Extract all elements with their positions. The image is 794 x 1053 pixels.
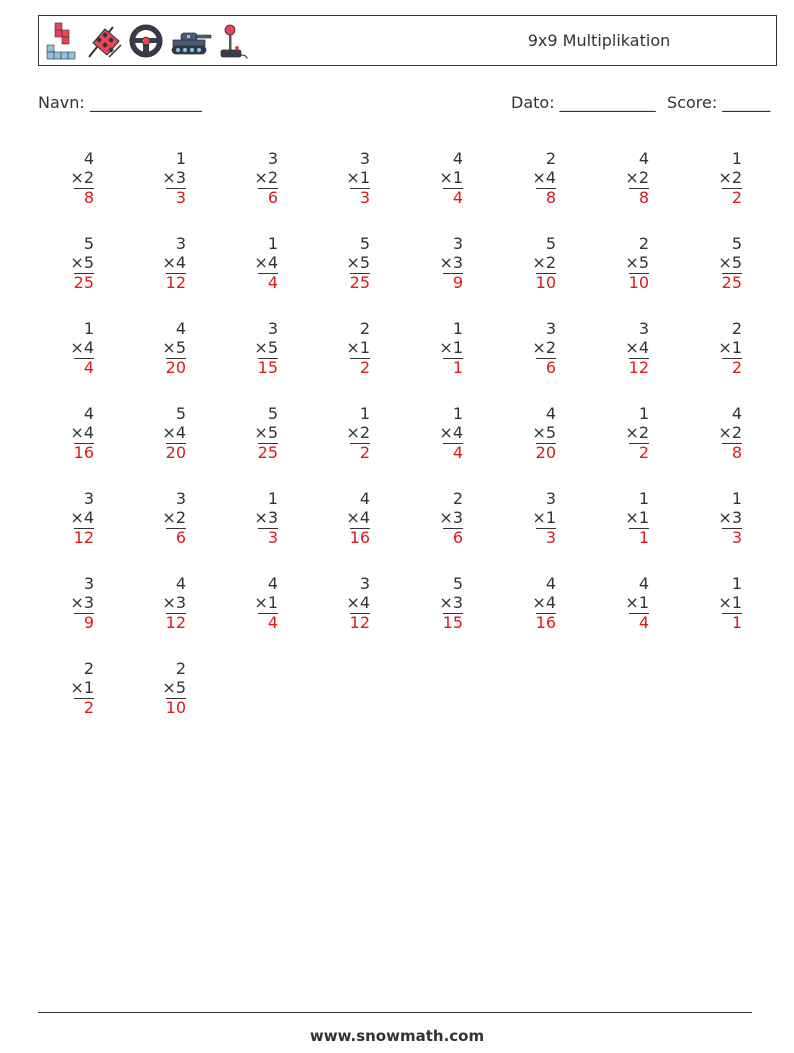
problem-answer: 6 xyxy=(452,528,463,547)
problem-25 xyxy=(34,404,94,464)
date-field-label: Dato: ____________ xyxy=(511,93,656,112)
problem-multiplier: ×2 xyxy=(532,338,556,357)
problem-top-number: 3 xyxy=(83,489,94,508)
problem-19 xyxy=(218,319,278,379)
problem-top-number: 4 xyxy=(638,149,649,168)
problem-45 xyxy=(403,574,463,634)
problem-27 xyxy=(218,404,278,464)
score-field-label: Score: ______ xyxy=(667,93,771,112)
problem-multiplier: ×4 xyxy=(162,423,186,442)
problem-multiplier: ×5 xyxy=(162,678,186,697)
problem-multiplier: ×3 xyxy=(70,593,94,612)
problem-multiplier: ×1 xyxy=(439,168,463,187)
problem-21 xyxy=(403,319,463,379)
problem-multiplier: ×4 xyxy=(162,253,186,272)
problem-top-number: 5 xyxy=(545,234,556,253)
header-icons xyxy=(45,21,251,61)
problem-top-number: 3 xyxy=(267,149,278,168)
problem-40 xyxy=(682,489,742,549)
problem-44 xyxy=(310,574,370,634)
problem-answer: 4 xyxy=(83,358,94,377)
problem-multiplier: ×4 xyxy=(70,338,94,357)
problem-top-number: 4 xyxy=(175,574,186,593)
problem-28 xyxy=(310,404,370,464)
problem-multiplier: ×2 xyxy=(162,508,186,527)
problem-top-number: 4 xyxy=(267,574,278,593)
problem-multiplier: ×1 xyxy=(70,678,94,697)
problem-top-number: 1 xyxy=(267,234,278,253)
problem-6 xyxy=(496,149,556,209)
problem-multiplier: ×2 xyxy=(718,168,742,187)
problem-top-number: 3 xyxy=(359,574,370,593)
problem-multiplier: ×3 xyxy=(254,508,278,527)
problem-answer: 1 xyxy=(452,358,463,377)
problem-top-number: 3 xyxy=(267,319,278,338)
problem-answer: 25 xyxy=(721,273,742,292)
problem-answer: 12 xyxy=(628,358,649,377)
problem-multiplier: ×2 xyxy=(625,423,649,442)
worksheet-header xyxy=(38,15,777,66)
problem-top-number: 3 xyxy=(359,149,370,168)
problem-top-number: 4 xyxy=(452,149,463,168)
problem-14 xyxy=(496,234,556,294)
problem-answer: 12 xyxy=(165,273,186,292)
problem-answer: 20 xyxy=(165,443,186,462)
problem-2 xyxy=(126,149,186,209)
problem-top-number: 5 xyxy=(359,234,370,253)
problem-7 xyxy=(589,149,649,209)
problem-multiplier: ×5 xyxy=(162,338,186,357)
problem-answer: 16 xyxy=(73,443,94,462)
problem-multiplier: ×4 xyxy=(346,593,370,612)
problem-top-number: 4 xyxy=(545,404,556,423)
problem-4 xyxy=(310,149,370,209)
problem-29 xyxy=(403,404,463,464)
problem-43 xyxy=(218,574,278,634)
problem-9 xyxy=(34,234,94,294)
problem-31 xyxy=(589,404,649,464)
problem-multiplier: ×3 xyxy=(439,253,463,272)
problem-37 xyxy=(403,489,463,549)
problem-3 xyxy=(218,149,278,209)
problem-8 xyxy=(682,149,742,209)
problem-multiplier: ×3 xyxy=(439,508,463,527)
problem-39 xyxy=(589,489,649,549)
problem-36 xyxy=(310,489,370,549)
problem-answer: 8 xyxy=(638,188,649,207)
problem-answer: 3 xyxy=(731,528,742,547)
problem-top-number: 3 xyxy=(175,489,186,508)
problem-answer: 6 xyxy=(175,528,186,547)
problem-answer: 20 xyxy=(535,443,556,462)
problem-top-number: 1 xyxy=(267,489,278,508)
problem-answer: 2 xyxy=(359,443,370,462)
problem-answer: 4 xyxy=(267,273,278,292)
problem-top-number: 1 xyxy=(452,404,463,423)
problem-22 xyxy=(496,319,556,379)
problem-answer: 1 xyxy=(731,613,742,632)
problem-answer: 2 xyxy=(359,358,370,377)
problem-top-number: 4 xyxy=(731,404,742,423)
problem-multiplier: ×5 xyxy=(70,253,94,272)
problem-top-number: 5 xyxy=(452,574,463,593)
problem-48 xyxy=(682,574,742,634)
problem-answer: 6 xyxy=(267,188,278,207)
problem-multiplier: ×1 xyxy=(439,338,463,357)
problem-5 xyxy=(403,149,463,209)
problem-multiplier: ×4 xyxy=(532,168,556,187)
tank-icon xyxy=(169,21,213,61)
problem-multiplier: ×5 xyxy=(254,423,278,442)
footer-divider xyxy=(38,1012,752,1013)
problem-41 xyxy=(34,574,94,634)
problem-multiplier: ×4 xyxy=(70,423,94,442)
problem-top-number: 1 xyxy=(452,319,463,338)
problem-top-number: 1 xyxy=(731,574,742,593)
problem-multiplier: ×4 xyxy=(532,593,556,612)
problem-answer: 1 xyxy=(638,528,649,547)
problem-35 xyxy=(218,489,278,549)
problem-multiplier: ×1 xyxy=(718,338,742,357)
problem-38 xyxy=(496,489,556,549)
problem-top-number: 2 xyxy=(545,149,556,168)
problem-answer: 15 xyxy=(442,613,463,632)
problem-answer: 9 xyxy=(83,613,94,632)
problem-answer: 3 xyxy=(545,528,556,547)
problem-multiplier: ×3 xyxy=(439,593,463,612)
problem-top-number: 1 xyxy=(731,489,742,508)
problem-multiplier: ×1 xyxy=(254,593,278,612)
problem-answer: 2 xyxy=(731,188,742,207)
problem-multiplier: ×1 xyxy=(625,593,649,612)
problem-46 xyxy=(496,574,556,634)
problem-42 xyxy=(126,574,186,634)
problem-top-number: 5 xyxy=(731,234,742,253)
problem-top-number: 3 xyxy=(175,234,186,253)
problem-answer: 3 xyxy=(175,188,186,207)
problem-multiplier: ×2 xyxy=(346,423,370,442)
problem-answer: 12 xyxy=(165,613,186,632)
problem-top-number: 3 xyxy=(545,489,556,508)
problem-23 xyxy=(589,319,649,379)
problem-26 xyxy=(126,404,186,464)
problem-top-number: 2 xyxy=(452,489,463,508)
problem-top-number: 1 xyxy=(638,404,649,423)
problem-answer: 6 xyxy=(545,358,556,377)
problem-answer: 3 xyxy=(267,528,278,547)
problem-multiplier: ×5 xyxy=(718,253,742,272)
problem-multiplier: ×1 xyxy=(532,508,556,527)
problem-top-number: 2 xyxy=(83,659,94,678)
problem-answer: 3 xyxy=(359,188,370,207)
problem-answer: 8 xyxy=(83,188,94,207)
problem-top-number: 3 xyxy=(638,319,649,338)
problem-answer: 2 xyxy=(638,443,649,462)
problem-top-number: 4 xyxy=(175,319,186,338)
problem-13 xyxy=(403,234,463,294)
problem-top-number: 4 xyxy=(83,149,94,168)
problem-20 xyxy=(310,319,370,379)
problem-11 xyxy=(218,234,278,294)
problem-1 xyxy=(34,149,94,209)
problem-answer: 8 xyxy=(731,443,742,462)
problem-12 xyxy=(310,234,370,294)
footer-site: www.snowmath.com xyxy=(309,1027,485,1045)
problem-top-number: 2 xyxy=(175,659,186,678)
problem-top-number: 4 xyxy=(545,574,556,593)
problem-multiplier: ×1 xyxy=(718,593,742,612)
problem-47 xyxy=(589,574,649,634)
problem-multiplier: ×3 xyxy=(162,593,186,612)
problem-32 xyxy=(682,404,742,464)
problem-multiplier: ×2 xyxy=(625,168,649,187)
problem-answer: 8 xyxy=(545,188,556,207)
problem-33 xyxy=(34,489,94,549)
problem-top-number: 3 xyxy=(83,574,94,593)
problem-top-number: 4 xyxy=(359,489,370,508)
problem-15 xyxy=(589,234,649,294)
problem-multiplier: ×3 xyxy=(718,508,742,527)
problem-answer: 16 xyxy=(349,528,370,547)
problem-multiplier: ×1 xyxy=(625,508,649,527)
problem-answer: 25 xyxy=(73,273,94,292)
tetris-blocks-icon xyxy=(45,21,79,61)
problem-multiplier: ×5 xyxy=(625,253,649,272)
problem-answer: 25 xyxy=(349,273,370,292)
problem-answer: 20 xyxy=(165,358,186,377)
problem-top-number: 3 xyxy=(452,234,463,253)
problem-multiplier: ×2 xyxy=(254,168,278,187)
problem-multiplier: ×4 xyxy=(625,338,649,357)
problem-top-number: 1 xyxy=(83,319,94,338)
problem-24 xyxy=(682,319,742,379)
problem-multiplier: ×4 xyxy=(346,508,370,527)
name-field-label: Navn: ______________ xyxy=(38,93,202,112)
problem-top-number: 4 xyxy=(638,574,649,593)
checkered-flag-icon xyxy=(83,21,123,61)
problem-answer: 25 xyxy=(257,443,278,462)
problem-multiplier: ×3 xyxy=(162,168,186,187)
problem-answer: 12 xyxy=(73,528,94,547)
problem-answer: 4 xyxy=(267,613,278,632)
problem-top-number: 2 xyxy=(359,319,370,338)
problem-multiplier: ×5 xyxy=(346,253,370,272)
problem-top-number: 1 xyxy=(731,149,742,168)
problem-top-number: 2 xyxy=(638,234,649,253)
problem-answer: 2 xyxy=(731,358,742,377)
problem-answer: 4 xyxy=(452,443,463,462)
problem-17 xyxy=(34,319,94,379)
problem-16 xyxy=(682,234,742,294)
problem-top-number: 5 xyxy=(175,404,186,423)
problem-multiplier: ×4 xyxy=(70,508,94,527)
problem-multiplier: ×4 xyxy=(254,253,278,272)
problem-answer: 2 xyxy=(83,698,94,717)
problem-18 xyxy=(126,319,186,379)
joystick-icon xyxy=(217,21,251,61)
problem-10 xyxy=(126,234,186,294)
problem-multiplier: ×2 xyxy=(532,253,556,272)
problem-answer: 9 xyxy=(452,273,463,292)
problem-top-number: 3 xyxy=(545,319,556,338)
problem-top-number: 5 xyxy=(267,404,278,423)
steering-wheel-icon xyxy=(127,21,165,61)
problem-answer: 10 xyxy=(535,273,556,292)
problem-answer: 4 xyxy=(638,613,649,632)
problem-multiplier: ×1 xyxy=(346,338,370,357)
problem-answer: 12 xyxy=(349,613,370,632)
problem-multiplier: ×1 xyxy=(346,168,370,187)
problem-multiplier: ×2 xyxy=(718,423,742,442)
problem-multiplier: ×5 xyxy=(254,338,278,357)
problem-multiplier: ×4 xyxy=(439,423,463,442)
problem-30 xyxy=(496,404,556,464)
problem-answer: 4 xyxy=(452,188,463,207)
problem-top-number: 2 xyxy=(731,319,742,338)
problem-top-number: 4 xyxy=(83,404,94,423)
problem-answer: 10 xyxy=(165,698,186,717)
problem-top-number: 5 xyxy=(83,234,94,253)
problem-multiplier: ×2 xyxy=(70,168,94,187)
problem-50 xyxy=(126,659,186,719)
problem-multiplier: ×5 xyxy=(532,423,556,442)
worksheet-title: 9x9 Multiplikation xyxy=(527,31,671,50)
problem-answer: 10 xyxy=(628,273,649,292)
problem-top-number: 1 xyxy=(359,404,370,423)
problem-answer: 15 xyxy=(257,358,278,377)
problem-top-number: 1 xyxy=(175,149,186,168)
problem-34 xyxy=(126,489,186,549)
problem-answer: 16 xyxy=(535,613,556,632)
problem-49 xyxy=(34,659,94,719)
problem-top-number: 1 xyxy=(638,489,649,508)
